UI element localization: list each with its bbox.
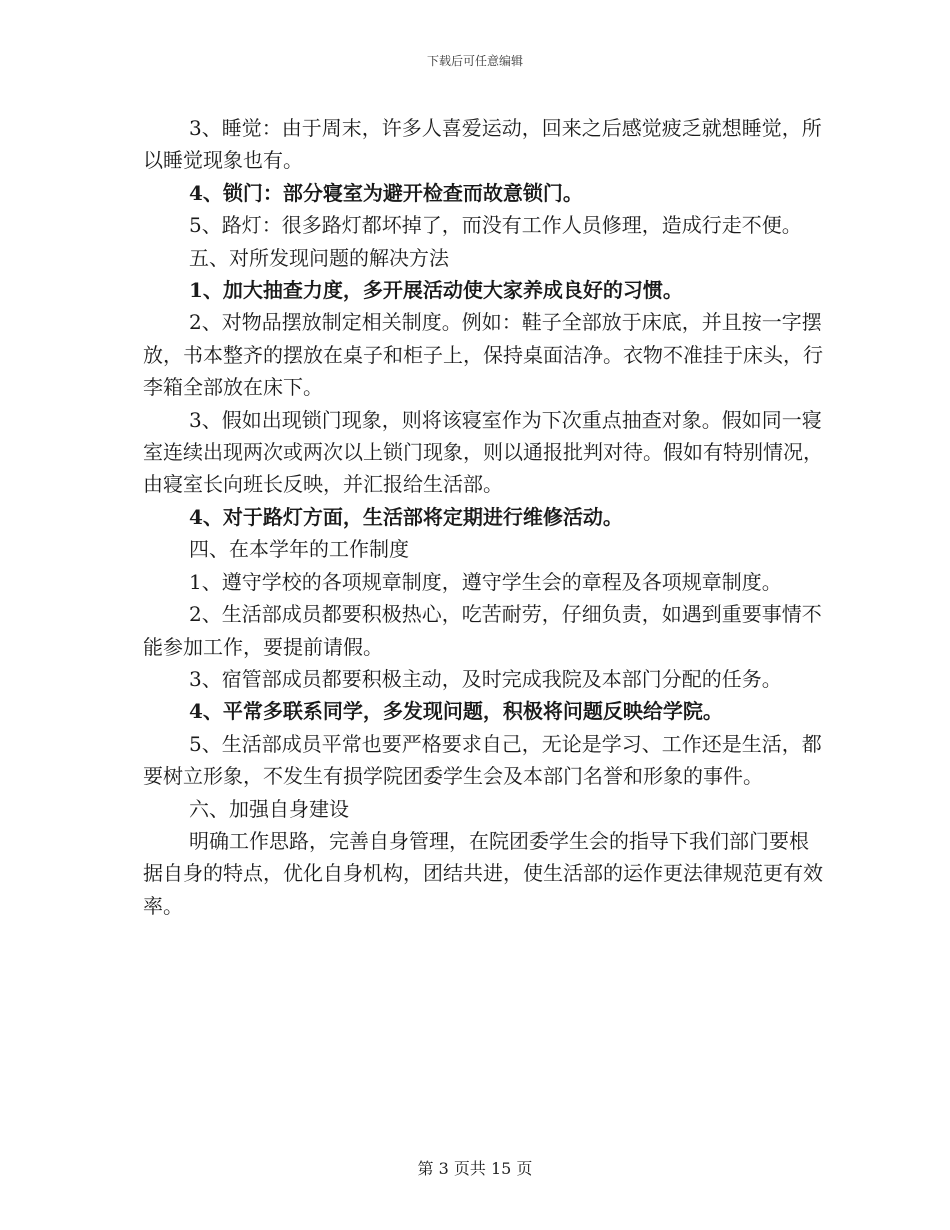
page-header: 下载后可任意编辑 <box>426 54 523 68</box>
paragraph-rule-2: 2、生活部成员都要积极热心，吃苦耐劳，仔细负责，如遇到重要事情不能参加工作，要提前请假。 <box>143 602 822 659</box>
document-body <box>143 112 823 922</box>
page-number: 第 3 页共 15 页 <box>417 1159 533 1178</box>
paragraph-locking-door: 4、锁门：部分寝室为避开检查而故意锁门。 <box>189 180 583 205</box>
paragraph-rule-1: 1、遵守学校的各项规章制度，遵守学生会的章程及各项规章制度。 <box>189 569 782 594</box>
paragraph-streetlights: 5、路灯：很多路灯都坏掉了，而没有工作人员修理，造成行走不便。 <box>189 213 802 238</box>
paragraph-rule-5: 5、生活部成员平常也要严格要求自己，无论是学习、工作还是生活，都要树立形象，不发生有损学院团委学生会及本部门名誉和形象的事件。 <box>143 731 822 789</box>
paragraph-sleeping: 3、睡觉：由于周末，许多人喜爱运动，回来之后感觉疲乏就想睡觉，所以睡觉现象也有。 <box>143 116 822 173</box>
section-heading-self-building: 六、加强自身建设 <box>189 796 349 821</box>
paragraph-rule-4: 4、平常多联系同学，多发现问题，积极将问题反映给学院。 <box>189 699 723 724</box>
paragraph-solution-2: 2、对物品摆放制定相关制度。例如：鞋子全部放于床底，并且按一字摆放，书本整齐的摆放在桌子和柜子上，保持桌面洁净。衣物不准挂于床头，行李箱全部放在床下。 <box>143 310 823 400</box>
paragraph-self-building: 明确工作思路，完善自身管理，在院团委学生会的指导下我们部门要根据自身的特点，优化自身机构，团结共进，使生活部的运作更法律规范更有效率。 <box>143 828 823 918</box>
paragraph-solution-1: 1、加大抽查力度，多开展活动使大家养成良好的习惯。 <box>189 278 683 303</box>
paragraph-solution-4: 4、对于路灯方面，生活部将定期进行维修活动。 <box>189 504 623 529</box>
section-heading-work-rules: 四、在本学年的工作制度 <box>189 537 409 562</box>
paragraph-rule-3: 3、宿管部成员都要积极主动，及时完成我院及本部门分配的任务。 <box>189 666 782 691</box>
paragraph-solution-3: 3、假如出现锁门现象，则将该寝室作为下次重点抽查对象。假如同一寝室连续出现两次或两次以上锁门现象，则以通报批判对待。假如有特别情况，由寝室长向班长反映，并汇报给生活部。 <box>143 407 823 497</box>
section-heading-solutions: 五、对所发现问题的解决方法 <box>189 245 449 270</box>
